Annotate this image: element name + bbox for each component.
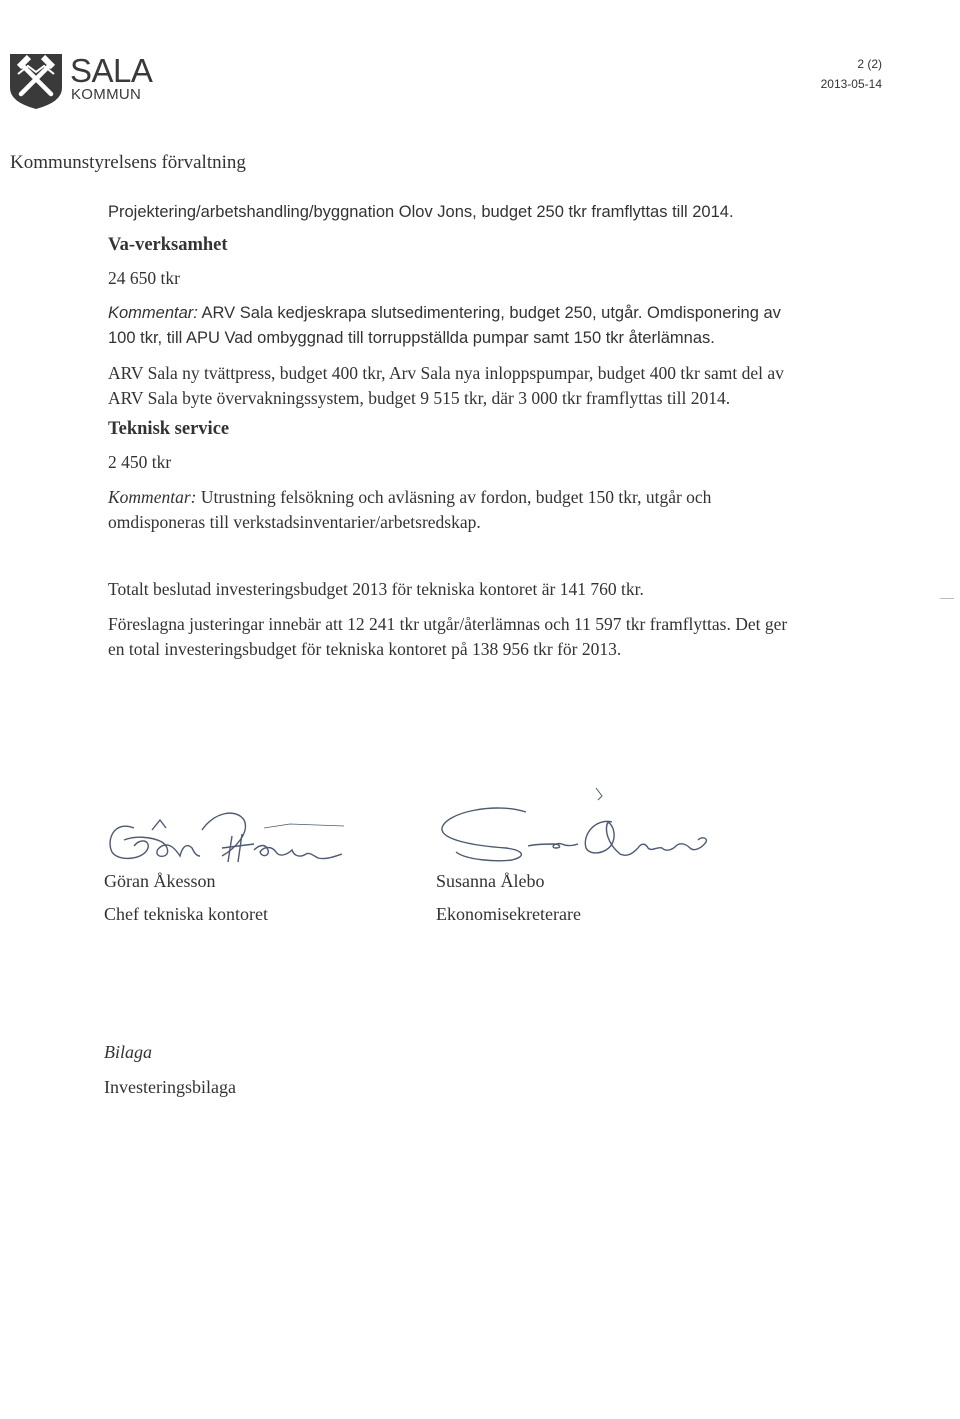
page-info <box>821 54 882 94</box>
ts-amount: 2 450 tkr <box>108 452 172 472</box>
va-comment <box>108 301 788 351</box>
document-body <box>108 200 788 662</box>
document-date: 2013-05-14 <box>820 77 882 91</box>
va-paragraph-arv: ARV Sala ny tvättpress, budget 400 tkr, Arv Sala nya inloppspumpar, budget 400 tkr samt del av ARV Sala byte övervakningssystem, budget 9 515 tkr, där 3 000 tkr framflyttas till 2014. <box>108 363 784 408</box>
signatory-2-name: Susanna Ålebo <box>436 871 545 891</box>
va-comment-label: Kommentar: <box>108 304 198 322</box>
ts-comment-label: Kommentar: <box>108 487 197 507</box>
heading-va-verksamhet: Va-verksamhet <box>108 235 228 255</box>
signature-block-1 <box>104 800 384 925</box>
handwritten-signature-1 <box>104 800 384 875</box>
paragraph-olov-jons: Projektering/arbetshandling/byggnation Olov Jons, budget 250 tkr framflyttas till 2014. <box>108 203 734 221</box>
attachment-value: Investeringsbilaga <box>104 1077 236 1097</box>
department-name: Kommunstyrelsens förvaltning <box>10 152 246 173</box>
total-budget-paragraph: Totalt beslutad investeringsbudget 2013 för tekniska kontoret är 141 760 tkr. <box>108 579 644 599</box>
signature-block-2 <box>436 782 726 925</box>
attachment-label: Bilaga <box>104 1042 152 1062</box>
signatory-2-title: Ekonomisekreterare <box>436 904 581 924</box>
ts-comment-text: Utrustning felsökning och avläsning av fordon, budget 150 tkr, utgår och omdisponeras till verkstadsinventarier/arbetsredskap. <box>108 487 712 532</box>
sala-kommun-logo <box>8 52 168 112</box>
page-number: 2 (2) <box>857 57 882 71</box>
attachment-section <box>104 1040 236 1100</box>
adjustments-paragraph: Föreslagna justeringar innebär att 12 241 tkr utgår/återlämnas och 11 597 tkr framflyttas. Det ger en total investeringsbudget för tekniska kontoret på 138 956 tkr för 2013. <box>108 614 788 659</box>
ts-comment <box>108 485 788 535</box>
va-comment-text: ARV Sala kedjeskrapa slutsedimentering, budget 250, utgår. Omdisponering av 100 tkr, till APU Vad ombyggnad till torruppställda pumpar samt 150 tkr återlämnas. <box>108 304 781 347</box>
logo-subtitle: KOMMUN <box>71 86 142 103</box>
signatory-1-name: Göran Åkesson <box>104 871 216 891</box>
heading-teknisk-service: Teknisk service <box>108 419 230 439</box>
signatory-1-title: Chef tekniska kontoret <box>104 904 268 924</box>
va-amount: 24 650 tkr <box>108 268 180 288</box>
handwritten-signature-2 <box>436 782 726 875</box>
logo-name: SALA <box>70 52 153 89</box>
crossed-hammers-shield-icon <box>8 52 64 110</box>
margin-mark <box>940 598 954 599</box>
